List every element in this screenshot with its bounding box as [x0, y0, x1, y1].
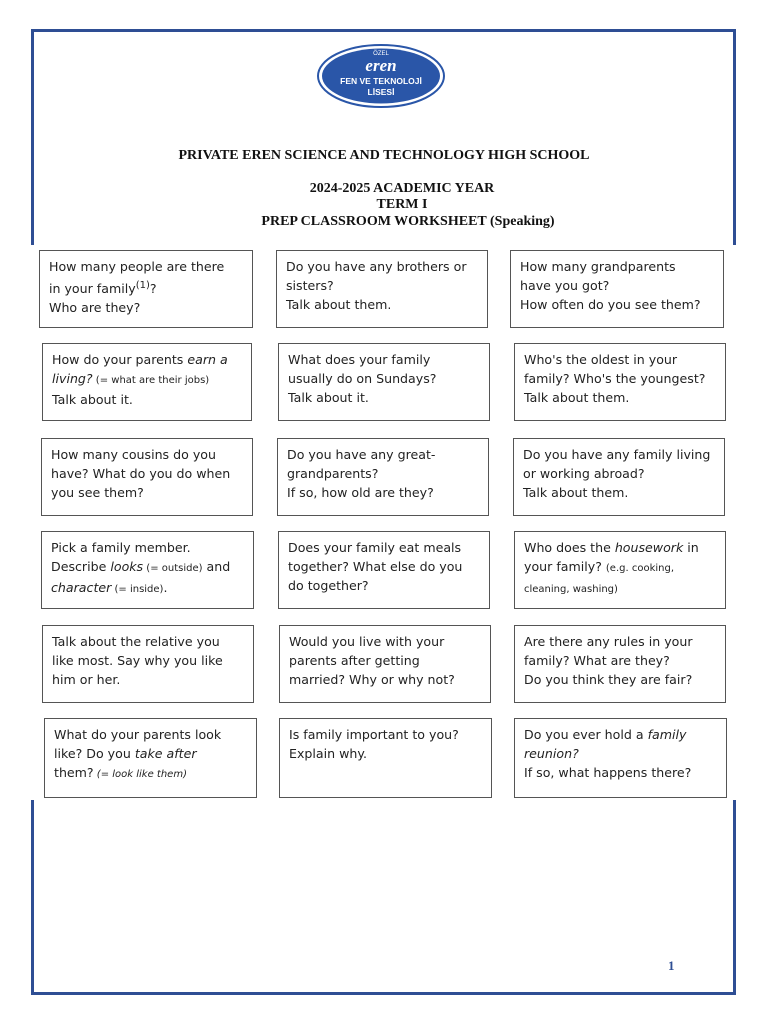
worksheet-title: PREP CLASSROOM WORKSHEET (Speaking)	[261, 214, 555, 229]
school-logo	[316, 44, 446, 108]
question-card: Who's the oldest in your family? Who's the youngest? Talk about them.	[514, 343, 726, 421]
page-number: 1	[668, 958, 675, 973]
question-card: Are there any rules in your family? What are they? Do you think they are fair?	[514, 625, 726, 703]
question-card: Who does the housework in your family? (e.g. cooking, cleaning, washing)	[514, 531, 726, 609]
logo-line2-text: LİSESİ	[367, 87, 395, 97]
question-card: How many cousins do you have? What do you do when you see them?	[41, 438, 253, 516]
question-card: Would you live with your parents after getting married? Why or why not?	[279, 625, 491, 703]
question-card: Do you have any brothers or sisters? Talk about them.	[276, 250, 488, 328]
question-card: Talk about the relative you like most. Say why you like him or her.	[42, 625, 254, 703]
question-card: How many people are there in your family$^{(1)}$? Who are they?	[39, 250, 253, 328]
question-card: Do you have any family living or working abroad? Talk about them.	[513, 438, 725, 516]
logo-name-text: eren	[365, 56, 397, 75]
question-card: Pick a family member. Describe looks (= outside) and character (= inside).	[41, 531, 254, 609]
academic-year: 2024-2025 ACADEMIC YEAR	[309, 181, 495, 196]
logo-top-text: ÖZEL	[373, 51, 389, 57]
question-card: Is family important to you? Explain why.	[279, 718, 492, 798]
question-card: Do you ever hold a family reunion? If so, what happens there?	[514, 718, 727, 798]
question-card: How many grandparents have you got? How often do you see them?	[510, 250, 724, 328]
logo-line1-text: FEN VE TEKNOLOJİ	[340, 76, 422, 86]
term: TERM I	[376, 197, 428, 212]
question-card: How do your parents earn a living? (= what are their jobs) Talk about it.	[42, 343, 252, 421]
question-card: What do your parents look like? Do you take after them? (= look like them)	[44, 718, 257, 798]
question-card: What does your family usually do on Sundays? Talk about it.	[278, 343, 490, 421]
page-border-bottom	[31, 800, 736, 995]
question-card: Do you have any great- grandparents? If so, how old are they?	[277, 438, 489, 516]
school-name: PRIVATE EREN SCIENCE AND TECHNOLOGY HIGH SCHOOL	[178, 148, 590, 163]
question-card: Does your family eat meals together? What else do you do together?	[278, 531, 490, 609]
